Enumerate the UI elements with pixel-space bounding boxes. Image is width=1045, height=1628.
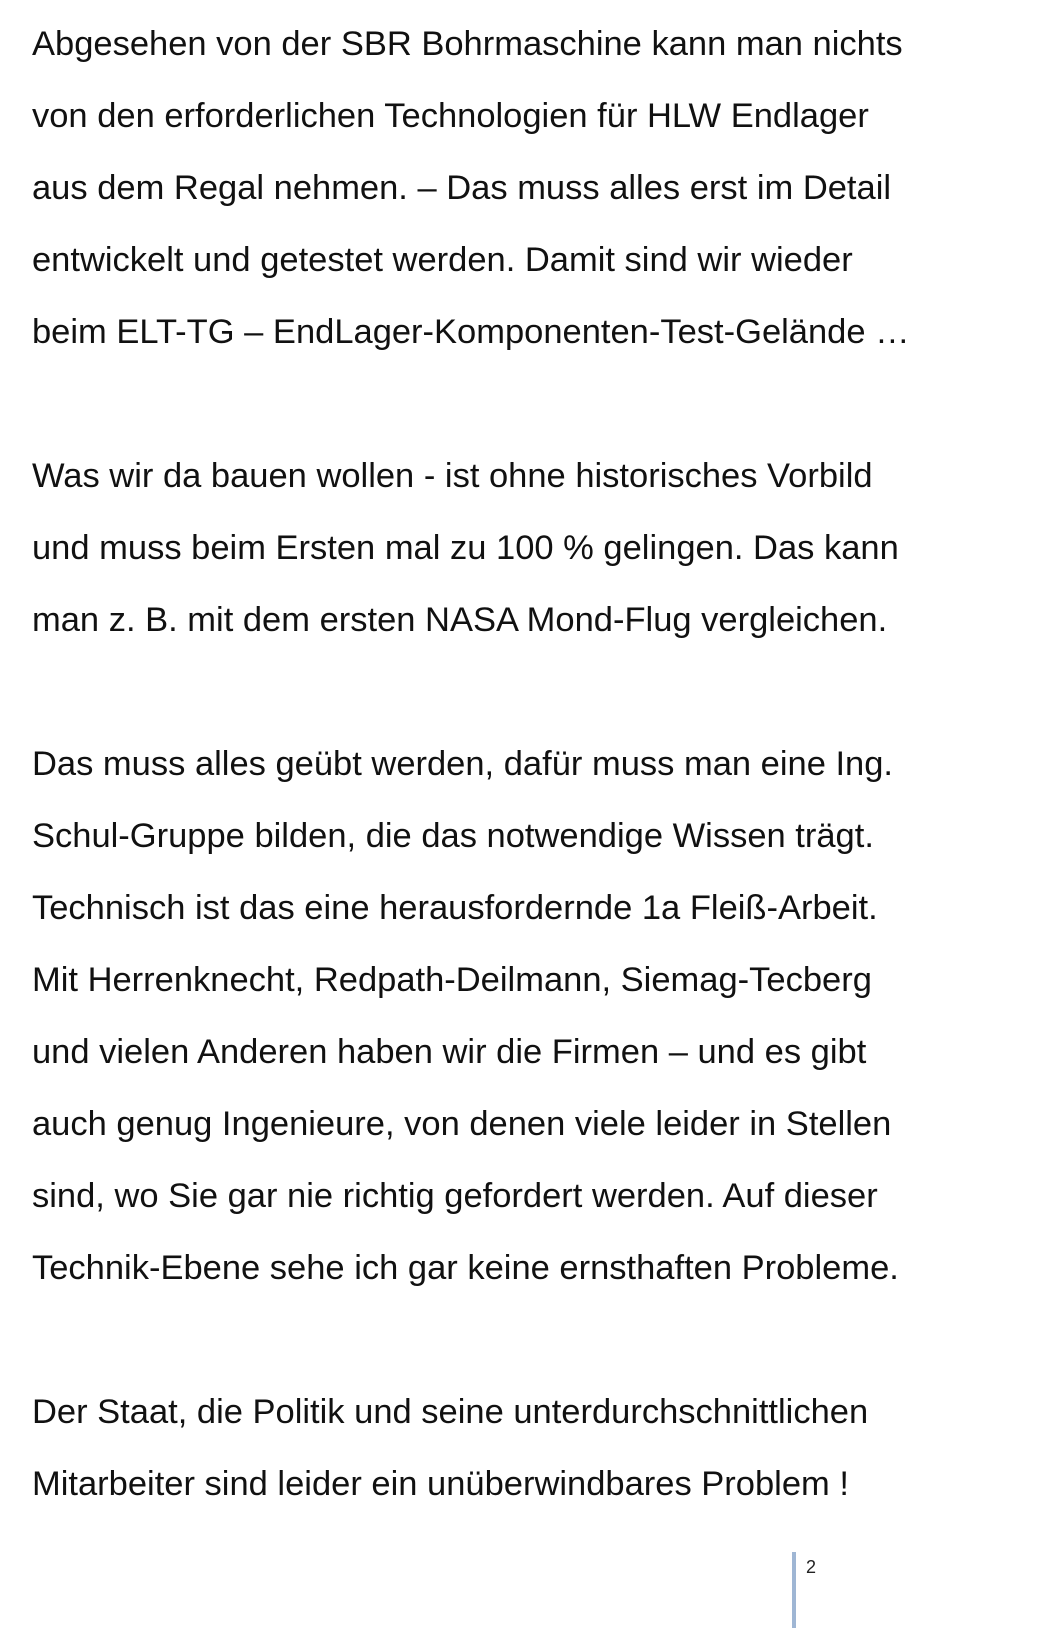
text-line: und muss beim Ersten mal zu 100 % gelingen. Das kann	[32, 529, 899, 567]
text-line: Abgesehen von der SBR Bohrmaschine kann man nichts	[32, 25, 903, 63]
text-line: Schul-Gruppe bilden, die das notwendige Wissen trägt.	[32, 817, 874, 855]
text-line: man z. B. mit dem ersten NASA Mond-Flug vergleichen.	[32, 601, 888, 639]
text-line: sind, wo Sie gar nie richtig gefordert werden. Auf dieser	[32, 1177, 878, 1215]
text-line: Der Staat, die Politik und seine unterdurchschnittlichen	[32, 1393, 869, 1431]
page-number: 2	[806, 1557, 817, 1577]
document-body	[32, 8, 1022, 1520]
text-line: aus dem Regal nehmen. – Das muss alles erst im Detail	[32, 169, 892, 207]
page-footer	[792, 1552, 852, 1628]
text-line: Was wir da bauen wollen - ist ohne historisches Vorbild	[32, 457, 873, 495]
footer-rule	[792, 1552, 796, 1628]
text-line: von den erforderlichen Technologien für HLW Endlager	[32, 97, 869, 135]
text-line: Technisch ist das eine herausfordernde 1a Fleiß-Arbeit.	[32, 889, 878, 927]
paragraph-3	[32, 728, 1022, 1304]
paragraph-spacer	[32, 368, 1022, 440]
text-line: und vielen Anderen haben wir die Firmen – und es gibt	[32, 1033, 867, 1071]
paragraph-4	[32, 1376, 1022, 1520]
text-line: Mit Herrenknecht, Redpath-Deilmann, Siemag-Tecberg	[32, 961, 872, 999]
text-line: beim ELT-TG – EndLager-Komponenten-Test-Gelände …	[32, 313, 910, 351]
paragraph-2	[32, 440, 1022, 656]
text-line: entwickelt und getestet werden. Damit sind wir wieder	[32, 241, 853, 279]
paragraph-spacer	[32, 656, 1022, 728]
paragraph-spacer	[32, 1304, 1022, 1376]
text-line: Das muss alles geübt werden, dafür muss man eine Ing.	[32, 745, 894, 783]
text-line: Mitarbeiter sind leider ein unüberwindbares Problem !	[32, 1465, 849, 1503]
paragraph-1	[32, 8, 1022, 368]
text-line: auch genug Ingenieure, von denen viele leider in Stellen	[32, 1105, 892, 1143]
text-line: Technik-Ebene sehe ich gar keine ernsthaften Probleme.	[32, 1249, 899, 1287]
